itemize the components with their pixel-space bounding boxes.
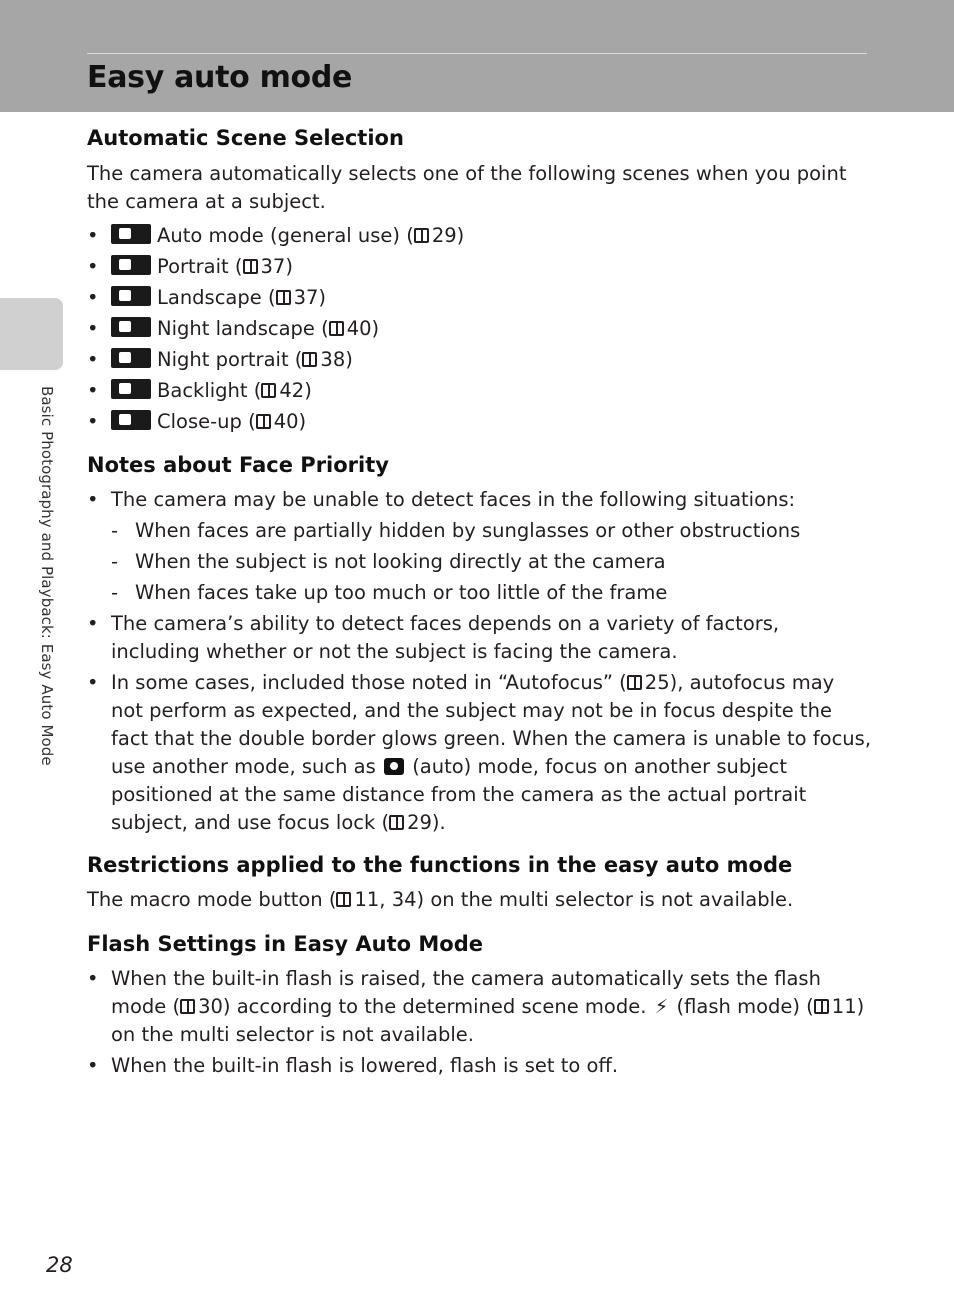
sub-list [111, 517, 872, 607]
chapter-tab [0, 298, 63, 370]
section-heading: Notes about Face Priority [87, 453, 389, 477]
reference-book-icon [302, 352, 317, 367]
landscape-scene-icon [111, 286, 151, 306]
backlight-scene-icon [111, 379, 151, 399]
section-heading: Flash Settings in Easy Auto Mode [87, 932, 483, 956]
reference-book-icon [180, 999, 195, 1014]
section-flash-settings [87, 930, 872, 1080]
flash-settings-list [87, 965, 872, 1080]
sub-list-item: - When faces take up too much or too little of the frame [111, 579, 872, 607]
face-priority-list [87, 486, 872, 837]
scene-item-night-portrait: • Night portrait ( 38) [87, 344, 872, 375]
chapter-side-label [36, 386, 56, 806]
list-item: • When the built-in flash is lowered, flash is set to off. [87, 1052, 872, 1080]
reference-book-icon [814, 999, 829, 1014]
list-item: • The camera’s ability to detect faces depends on a variety of factors, including whether or not the subject is facing the camera. [87, 610, 872, 666]
chapter-side-label-text: Basic Photography and Playback: Easy Auto Mode [38, 386, 56, 766]
page-title: Easy auto mode [87, 60, 353, 95]
reference-book-icon [329, 321, 344, 336]
scene-item-portrait: • Portrait ( 37) [87, 251, 872, 282]
scene-item-close-up: • Close-up ( 40) [87, 406, 872, 437]
scene-item-night-landscape: • Night landscape ( 40) [87, 313, 872, 344]
reference-book-icon [389, 815, 404, 830]
reference-book-icon [276, 290, 291, 305]
flash-icon: ⚡ [654, 995, 669, 1018]
reference-book-icon [256, 414, 271, 429]
header-band [0, 0, 954, 112]
sub-list-item: - When faces are partially hidden by sunglasses or other obstructions [111, 517, 872, 545]
reference-book-icon [261, 383, 276, 398]
scene-list [87, 220, 872, 437]
reference-book-icon [414, 228, 429, 243]
section-restrictions [87, 851, 872, 914]
portrait-scene-icon [111, 255, 151, 275]
list-item: • When the built-in flash is raised, the camera automatically sets the flash mode ( 30) according to the determined scene mode. ⚡ (flash mode) ( 11) on the multi selector is not available. [87, 965, 872, 1049]
section-heading: Restrictions applied to the functions in the easy auto mode [87, 853, 793, 877]
reference-book-icon [627, 675, 642, 690]
scene-item-backlight: • Backlight ( 42) [87, 375, 872, 406]
list-item: • In some cases, included those noted in “Autofocus” ( 25), autofocus may not perform as expected, and the subject may not be in focus despite the fact that the double border glows green. When the camera is unable to focus, use another mode, such as (auto) mode, focus on another subject positioned at the same distance from the camera as the actual portrait subject, and use focus lock ( 29). [87, 669, 872, 837]
night-portrait-scene-icon [111, 348, 151, 368]
reference-book-icon [243, 259, 258, 274]
scene-item-landscape: • Landscape ( 37) [87, 282, 872, 313]
page-content [87, 124, 872, 1083]
close-up-scene-icon [111, 410, 151, 430]
scene-item-auto: • Auto mode (general use) ( 29) [87, 220, 872, 251]
sub-list-item: - When the subject is not looking directly at the camera [111, 548, 872, 576]
page-number: 28 [46, 1253, 73, 1277]
section-intro: The camera automatically selects one of the following scenes when you point the camera at a subject. [87, 162, 847, 213]
section-face-priority [87, 451, 872, 837]
reference-book-icon [336, 892, 351, 907]
camera-auto-icon [384, 758, 404, 775]
list-item: • The camera may be unable to detect faces in the following situations: - When faces are partially hidden by sunglasses or other obstructions - When the subject is not looking directly at the camera - When faces take up too much or too little of the frame [87, 486, 872, 607]
header-rule [87, 53, 867, 54]
section-automatic-scene-selection [87, 124, 872, 437]
auto-scene-icon [111, 224, 151, 244]
section-text: The macro mode button ( 11, 34) on the multi selector is not available. [87, 888, 794, 911]
section-heading: Automatic Scene Selection [87, 126, 404, 150]
night-landscape-scene-icon [111, 317, 151, 337]
